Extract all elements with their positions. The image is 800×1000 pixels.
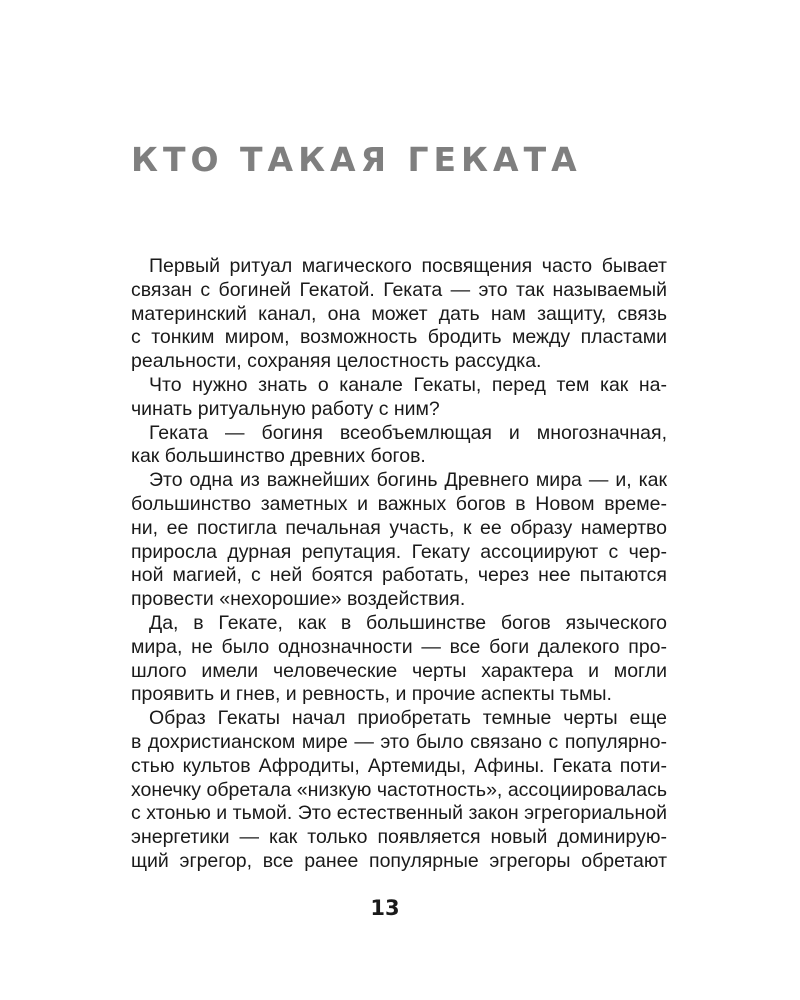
text-line: стью культов Афродиты, Артемиды, Афины. Геката поти- [131, 754, 667, 777]
text-line: ни, ее постигла печальная участь, к ее образу намертво [131, 516, 667, 539]
text-line: Геката — богиня всеобъемлющая и многозначная, [149, 421, 667, 444]
body-text [131, 255, 667, 874]
text-line: реальности, сохраняя целостность рассудка. [131, 350, 542, 373]
text-line: с тонким миром, возможность бродить между пластами [131, 326, 667, 349]
chapter-title: КТО ТАКАЯ ГЕКАТА [131, 140, 582, 179]
text-line: большинство заметных и важных богов в Новом време- [131, 492, 667, 515]
text-line: провести «нехорошие» воздействия. [131, 588, 466, 611]
text-line: Первый ритуал магического посвящения часто бывает [149, 255, 667, 277]
text-line: в дохристианском мире — это было связано с популярно- [131, 730, 667, 753]
text-line: Это одна из важнейших богинь Древнего мира — и, как [149, 469, 667, 492]
text-line: ной магией, с ней боятся работать, через нее пытаются [131, 564, 667, 587]
text-line: Что нужно знать о канале Гекаты, перед тем как на- [149, 373, 667, 396]
text-line: щий эгрегор, все ранее популярные эгрегоры обретают [131, 849, 667, 872]
text-line: Да, в Гекате, как в большинстве богов языческого [149, 611, 667, 634]
text-line: приросла дурная репутация. Гекату ассоциируют с чер- [131, 540, 667, 563]
text-line: материнский канал, она может дать нам защиту, связь [131, 302, 667, 325]
text-line: хонечку обретала «низкую частотность», ассоциировалась [131, 778, 667, 801]
text-line: как большинство древних богов. [131, 445, 426, 468]
text-line: проявить и гнев, и ревность, и прочие аспекты тьмы. [131, 683, 612, 706]
text-line: с хтонью и тьмой. Это естественный закон эгрегориальной [131, 802, 667, 825]
text-line: шлого имели человеческие черты характера и могли [131, 659, 667, 682]
text-line: Образ Гекаты начал приобретать темные черты еще [149, 707, 667, 730]
page-number: 13 [370, 896, 400, 920]
text-line: энергетики — как только появляется новый доминирую- [131, 826, 667, 849]
text-line: связан с богиней Гекатой. Геката — это так называемый [131, 278, 667, 301]
text-line: мира, не было однозначности — все боги далекого про- [131, 635, 667, 658]
text-line: чинать ритуальную работу с ним? [131, 397, 440, 420]
